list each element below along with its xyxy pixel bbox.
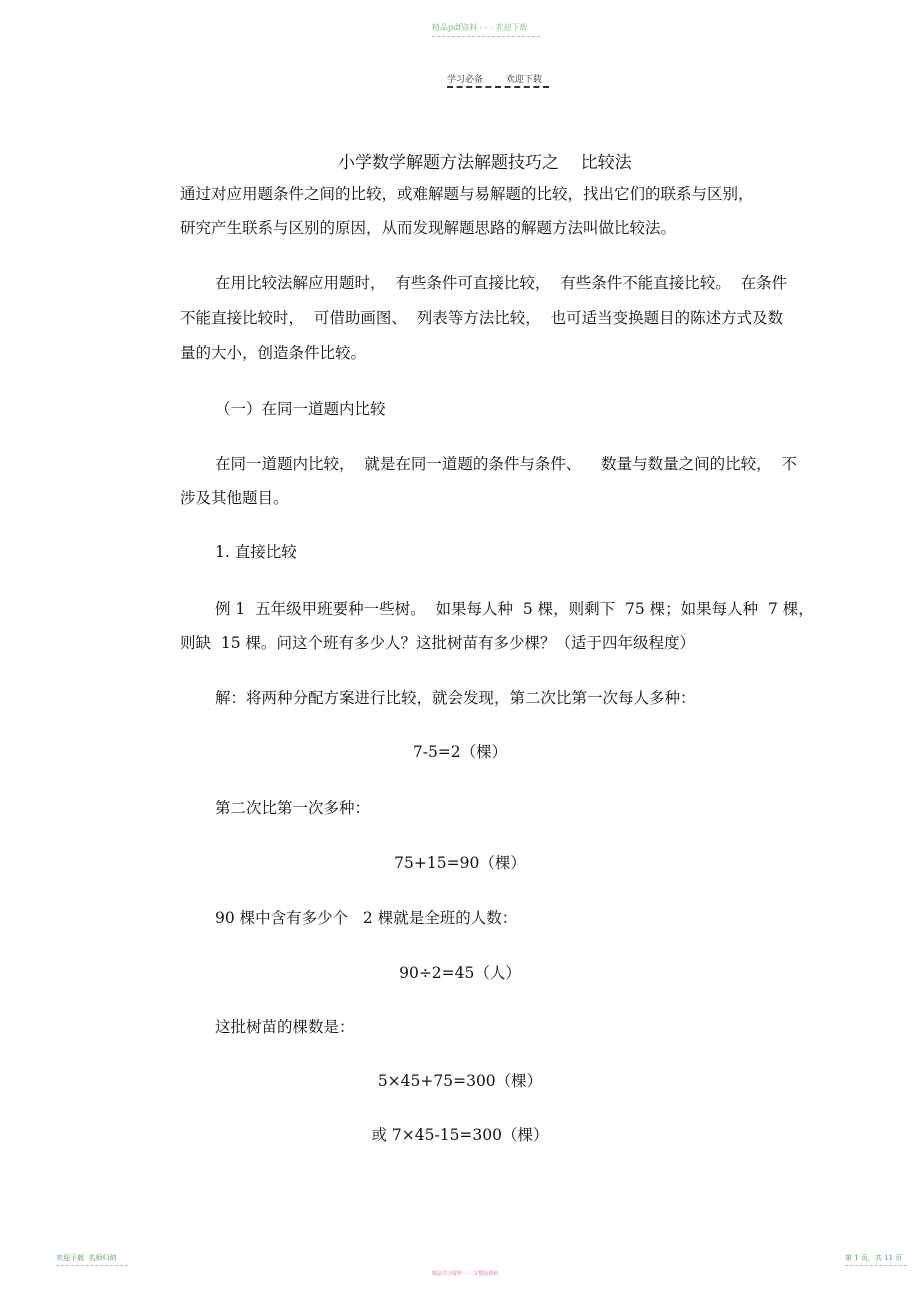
paragraph-line: 例 1 五年级甲班要种一些树。 如果每人种 5 棵，则剩下 75 棵；如果每人种 7 棵， xyxy=(215,600,814,618)
equation: 或 7×45-15=300（棵） xyxy=(371,1126,549,1144)
top-banner: 精品pdf资料 - - - 欢迎下载 xyxy=(432,23,528,32)
paragraph-line: 这批树苗的棵数是： xyxy=(215,1018,355,1036)
paragraph-line: 解：将两种分配方案进行比较，就会发现，第二次比第一次每人多种： xyxy=(215,689,696,707)
equation: 5×45+75=300（棵） xyxy=(377,1072,543,1090)
paragraph-line: 研究产生联系与区别的原因，从而发现解题思路的解题方法叫做比较法。 xyxy=(180,219,677,237)
divider xyxy=(56,1265,128,1266)
paragraph-line: 在用比较法解应用题时， 有些条件可直接比较， 有些条件不能直接比较。 在条件 xyxy=(215,274,788,292)
paragraph-line: 量的大小，创造条件比较。 xyxy=(180,344,367,362)
page-number: 第 1 页，共 11 页 xyxy=(845,1254,903,1262)
equation: 90÷2=45（人） xyxy=(399,964,521,982)
paragraph-line: 则缺 15 棵。问这个班有多少人？这批树苗有多少棵？（适于四年级程度） xyxy=(180,634,696,652)
equation: 75+15=90（棵） xyxy=(394,854,526,872)
equation: 7-5=2（棵） xyxy=(412,743,508,761)
running-header: 学习必备 欢迎下载 xyxy=(447,75,542,85)
divider xyxy=(845,1265,907,1266)
page-title: 小学数学解题方法解题技巧之 比较法 xyxy=(338,153,632,173)
paragraph-line: 涉及其他题目。 xyxy=(180,489,289,507)
divider xyxy=(447,86,549,88)
subsection-heading: 1. 直接比较 xyxy=(215,543,297,561)
paragraph-line: 不能直接比较时， 可借助画图、 列表等方法比较， 也可适当变换题目的陈述方式及数 xyxy=(180,309,784,327)
footer-center: 精品学习资料 - - - 完整版资料 xyxy=(432,1271,499,1277)
section-heading: （一）在同一道题内比较 xyxy=(215,400,386,418)
paragraph-line: 90 棵中含有多少个 2 棵就是全班的人数： xyxy=(215,909,518,927)
paragraph-line: 通过对应用题条件之间的比较，或难解题与易解题的比较，找出它们的联系与区别， xyxy=(180,185,754,203)
paragraph-line: 在同一道题内比较， 就是在同一道题的条件与条件、 数量与数量之间的比较， 不 xyxy=(215,455,797,473)
paragraph-line: 第二次比第一次多种： xyxy=(215,799,371,817)
footer-left: 欢迎下载 名师归纳 xyxy=(56,1254,117,1262)
divider xyxy=(432,36,540,37)
